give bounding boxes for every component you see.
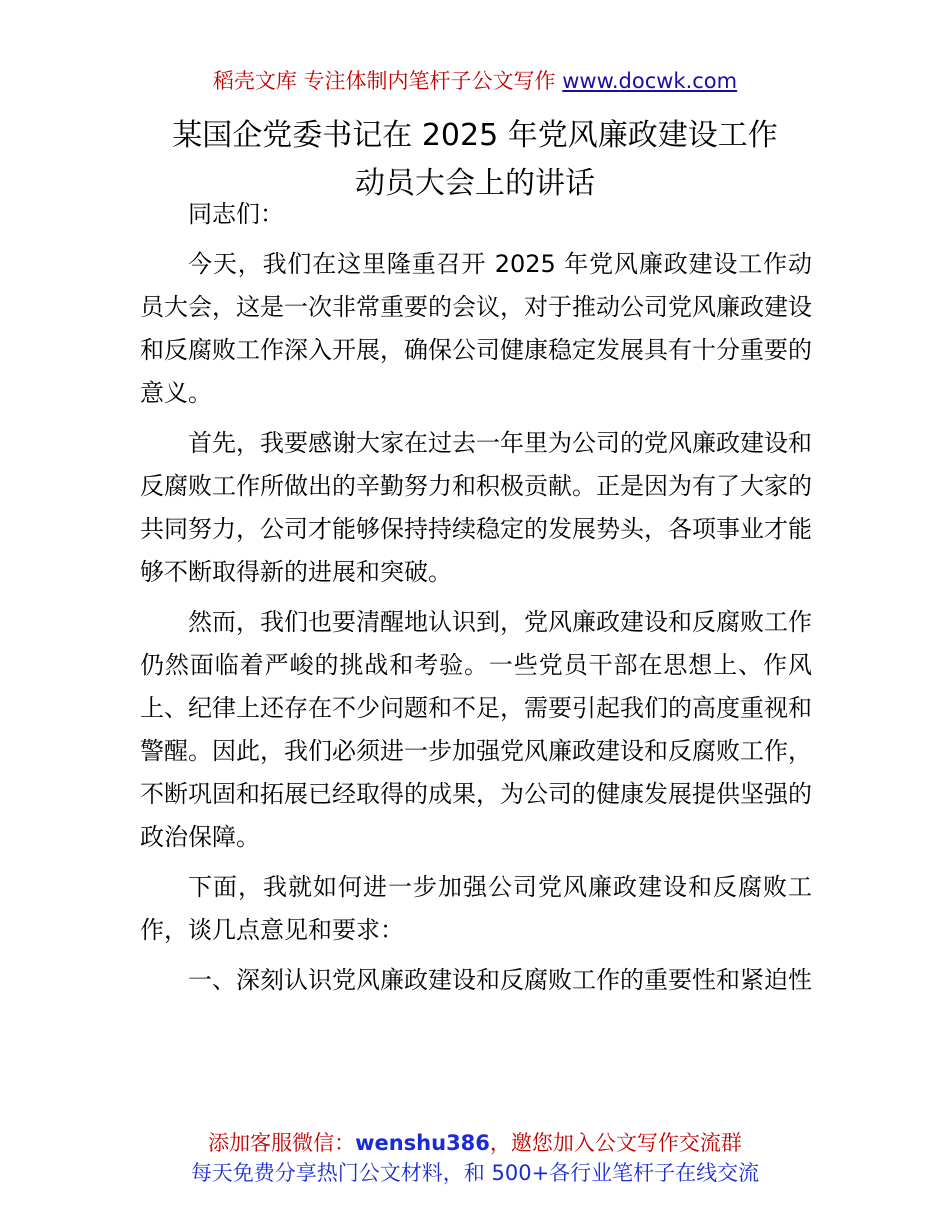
page-footer <box>0 1128 950 1188</box>
section-heading-1: 一、深刻认识党风廉政建设和反腐败工作的重要性和紧迫性 <box>188 966 812 994</box>
footer-line-1 <box>0 1128 950 1158</box>
header-brand-text: 稻壳文库 专注体制内笔杆子公文写作 <box>212 69 556 93</box>
footer-line-2: 每天免费分享热门公文材料，和 500+各行业笔杆子在线交流 <box>190 1161 760 1185</box>
body-paragraph-1: 今天，我们在这里隆重召开 2025 年党风廉政建设工作动员大会，这是一次非常重要的会议，对于推动公司党风廉政建设和反腐败工作深入开展，确保公司健康稳定发展具有十分重要的意义。 <box>140 250 812 407</box>
title-line-1: 某国企党委书记在 2025 年党风廉政建设工作 <box>172 118 778 153</box>
footer-wechat-id: wenshu386 <box>355 1131 490 1155</box>
body-paragraph-2: 首先，我要感谢大家在过去一年里为公司的党风廉政建设和反腐败工作所做出的辛勤努力和积极贡献。正是因为有了大家的共同努力，公司才能够保持持续稳定的发展势头，各项事业才能够不断取得新的进展和突破。 <box>140 429 812 586</box>
salutation-paragraph: 同志们： <box>188 200 284 228</box>
header-url-link[interactable]: www.docwk.com <box>562 69 738 93</box>
footer-wechat-suffix: ，邀您加入公文写作交流群 <box>489 1131 742 1155</box>
page-header <box>0 66 950 96</box>
title-line-2: 动员大会上的讲话 <box>355 166 595 201</box>
body-paragraph-4: 下面，我就如何进一步加强公司党风廉政建设和反腐败工作，谈几点意见和要求： <box>140 873 812 944</box>
body-paragraph-3: 然而，我们也要清醒地认识到，党风廉政建设和反腐败工作仍然面临着严峻的挑战和考验。一些党员干部在思想上、作风上、纪律上还存在不少问题和不足，需要引起我们的高度重视和警醒。因此，我们必须进一步加强党风廉政建设和反腐败工作，不断巩固和拓展已经取得的成果，为公司的健康发展提供坚强的政治保障。 <box>140 608 812 851</box>
document-body <box>140 193 812 1009</box>
footer-wechat-prefix: 添加客服微信： <box>208 1131 356 1155</box>
